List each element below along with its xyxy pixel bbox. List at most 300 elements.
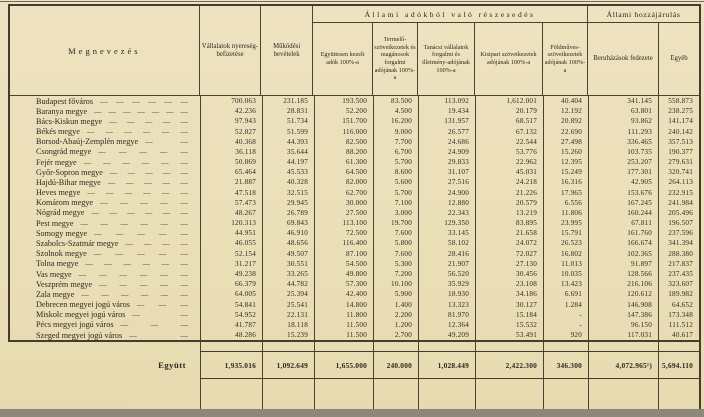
- cell-value: 20.892: [543, 116, 588, 126]
- cell-value: 5.700: [373, 157, 418, 167]
- column-header-label: Beruházások fedezete: [593, 55, 653, 63]
- cell-value: 81.970: [418, 310, 475, 320]
- dash: —: [105, 188, 114, 198]
- dash: —: [120, 218, 128, 228]
- dash: —: [119, 279, 127, 289]
- dash-leaders: [99, 280, 200, 289]
- dash: —: [180, 127, 188, 137]
- table-row: [10, 259, 699, 269]
- dash: —: [120, 198, 128, 208]
- cell-value: 4.500: [373, 106, 418, 116]
- cell-value: 41.787: [200, 320, 262, 330]
- column-rule: [475, 379, 543, 409]
- dash: —: [180, 198, 188, 208]
- cell-value: 29.833: [418, 157, 475, 167]
- dash: —: [148, 96, 156, 106]
- total-value: 1,935.016: [200, 352, 262, 378]
- cell-value: 61.300: [314, 157, 373, 167]
- cell-value: 52.154: [200, 249, 262, 259]
- total-value: 4,072.965¹): [588, 352, 658, 378]
- dash: —: [91, 208, 99, 218]
- dash: —: [162, 167, 171, 177]
- dash: —: [180, 289, 188, 299]
- column-header-megnevezes: [10, 6, 199, 95]
- cell-value: 22.962: [475, 157, 543, 167]
- cell-value: 27.498: [543, 137, 588, 147]
- cell-value: 53.491: [475, 330, 543, 340]
- row-label: [10, 259, 200, 268]
- dash: —: [137, 249, 145, 259]
- cell-value: 40.617: [658, 330, 699, 340]
- column-rule: [543, 342, 588, 351]
- totals-values: [200, 351, 701, 379]
- row-label: [10, 107, 200, 116]
- column-rule: [588, 379, 658, 409]
- statistics-table: [8, 4, 701, 342]
- cell-value: 279.631: [658, 157, 699, 167]
- cell-value: 323.607: [658, 279, 699, 289]
- dash-leaders: [94, 249, 200, 258]
- row-label: [10, 249, 200, 258]
- cell-value: 15.184: [475, 310, 543, 320]
- dash-leaders: [100, 198, 200, 207]
- cell-value: 11.806: [543, 208, 588, 218]
- column-header-kisipari: [474, 23, 542, 95]
- dash: —: [144, 116, 153, 126]
- cell-value: 18.930: [418, 289, 475, 299]
- cell-value: 3.000: [373, 208, 418, 218]
- table-row: [10, 137, 699, 147]
- cell-value: 50.869: [200, 157, 262, 167]
- cell-value: 56.520: [418, 269, 475, 279]
- dash: —: [98, 147, 106, 157]
- dash: —: [122, 157, 130, 167]
- dash: —: [99, 279, 107, 289]
- cell-value: 23.108: [475, 279, 543, 289]
- cell-value: 45.533: [262, 167, 314, 177]
- dash: —: [159, 147, 168, 157]
- cell-value: 93.862: [588, 116, 658, 126]
- cell-value: 117.031: [588, 330, 658, 340]
- dash: —: [109, 116, 117, 126]
- table-row: [10, 249, 699, 259]
- cell-value: 19.434: [418, 106, 475, 116]
- cell-value: 12.192: [543, 106, 588, 116]
- dash: —: [180, 279, 188, 289]
- dash: —: [115, 249, 123, 259]
- row-label: [10, 198, 200, 207]
- dash: —: [180, 147, 188, 157]
- dash: —: [87, 188, 95, 198]
- total-value: 240.000: [373, 352, 418, 378]
- cell-value: 23.995: [543, 218, 588, 228]
- cell-value: 51.734: [262, 116, 314, 126]
- dash: —: [180, 238, 188, 248]
- cell-value: 15.532: [475, 320, 543, 330]
- cell-value: 31.217: [200, 259, 262, 269]
- cell-value: 49.238: [200, 269, 262, 279]
- cell-value: 46.055: [200, 238, 262, 248]
- cell-value: 5.900: [373, 289, 418, 299]
- cell-value: 6.700: [373, 147, 418, 157]
- dash: —: [180, 157, 188, 167]
- cell-value: 40.368: [200, 137, 262, 147]
- cell-value: 161.760: [588, 228, 658, 238]
- cell-value: 44.197: [262, 157, 314, 167]
- cell-value: 6.691: [543, 289, 588, 299]
- cell-value: 49.209: [418, 330, 475, 340]
- cell-value: 15.239: [262, 330, 314, 340]
- row-label: [10, 137, 200, 146]
- row-label: [10, 117, 200, 126]
- region-name: Somogy megye: [36, 228, 88, 238]
- cell-value: 700.063: [200, 96, 262, 106]
- cell-value: 216.106: [588, 279, 658, 289]
- region-name: Békés megye: [36, 127, 80, 137]
- dash: —: [162, 238, 170, 248]
- dash-leaders: [129, 331, 200, 340]
- table-row: [10, 330, 699, 340]
- cell-value: 40.404: [543, 96, 588, 106]
- cell-value: 51.599: [262, 127, 314, 137]
- column-header-foldmuves: [542, 23, 587, 95]
- table-row: [10, 198, 699, 208]
- cell-value: 21.658: [475, 228, 543, 238]
- cell-value: 16.200: [373, 116, 418, 126]
- cell-value: 42.905: [588, 177, 658, 187]
- region-name: Fejér megye: [36, 157, 77, 167]
- scan-bottom-edge: [0, 409, 704, 417]
- table-row: [10, 208, 699, 218]
- region-name: Pécs megyei jogú város: [36, 320, 114, 330]
- dash: —: [100, 218, 109, 228]
- table-row: [10, 106, 699, 116]
- table-row: [10, 96, 699, 106]
- cell-value: 72.027: [475, 249, 543, 259]
- table-row: [10, 116, 699, 126]
- cell-value: 12.364: [418, 320, 475, 330]
- cell-value: 64.500: [314, 167, 373, 177]
- total-value: 1,028.449: [418, 352, 475, 378]
- dash: —: [180, 330, 188, 340]
- region-name: Baranya megye: [36, 106, 88, 116]
- row-label: [10, 147, 200, 156]
- dash: —: [160, 279, 168, 289]
- dash: —: [180, 320, 188, 330]
- column-rule: [418, 379, 475, 409]
- total-value: 5,694.110: [658, 352, 699, 378]
- table-row: [10, 218, 699, 228]
- cell-value: 30.127: [475, 299, 543, 309]
- cell-value: 57.473: [200, 198, 262, 208]
- cell-value: 96.150: [588, 320, 658, 330]
- cell-value: 21.226: [475, 188, 543, 198]
- row-label: [10, 270, 200, 279]
- cell-value: 15.249: [543, 167, 588, 177]
- cell-value: 15.791: [543, 228, 588, 238]
- cell-value: 151.700: [314, 116, 373, 126]
- group-header-contribution: Állami hozzájárulás: [588, 6, 699, 23]
- cell-value: 173.348: [658, 310, 699, 320]
- cell-value: 111.293: [588, 127, 658, 137]
- cell-value: 62.700: [314, 188, 373, 198]
- cell-value: 177.301: [588, 167, 658, 177]
- cell-value: 237.596: [658, 228, 699, 238]
- dash: —: [180, 188, 188, 198]
- cell-value: 7.600: [373, 228, 418, 238]
- dash: —: [94, 106, 102, 116]
- dash: —: [137, 228, 145, 238]
- dash: —: [180, 269, 188, 279]
- dash: —: [180, 310, 188, 320]
- cell-value: 24.686: [418, 137, 475, 147]
- region-name: Debrecen megyei jogú város: [36, 300, 130, 310]
- cell-value: 288.380: [658, 249, 699, 259]
- table-row: [10, 299, 699, 309]
- cell-value: 217.837: [658, 259, 699, 269]
- column-header-mukodesi: [260, 6, 312, 95]
- dash: —: [166, 106, 174, 116]
- dash: —: [180, 228, 188, 238]
- cell-value: 146.908: [588, 299, 658, 309]
- dash: —: [161, 259, 169, 269]
- cell-value: 129.350: [418, 218, 475, 228]
- cell-value: 34.186: [475, 289, 543, 299]
- cell-value: 42.400: [314, 289, 373, 299]
- cell-value: 24.072: [475, 238, 543, 248]
- column-header-tanacsi: [417, 23, 474, 95]
- region-name: Borsod-Abaúj-Zemplén megye: [36, 137, 139, 147]
- cell-value: 25.541: [262, 299, 314, 309]
- column-rule: [543, 379, 588, 409]
- table-row: [10, 238, 699, 248]
- dash: —: [141, 157, 150, 167]
- cell-value: -: [543, 310, 588, 320]
- dash: —: [132, 96, 140, 106]
- cell-value: 1.284: [543, 299, 588, 309]
- cell-value: 120.612: [588, 289, 658, 299]
- dash: —: [78, 269, 87, 279]
- cell-value: 24.900: [418, 188, 475, 198]
- row-label: [10, 331, 200, 340]
- cell-value: 24.218: [475, 177, 543, 187]
- dash: —: [160, 289, 169, 299]
- cell-value: 36.118: [200, 147, 262, 157]
- cell-value: 32.515: [262, 188, 314, 198]
- dash-leaders: [79, 270, 200, 279]
- dash-leaders: [98, 147, 200, 156]
- cell-value: 141.174: [658, 116, 699, 126]
- cell-value: 113.092: [418, 96, 475, 106]
- cell-value: 103.735: [588, 147, 658, 157]
- cell-value: 27.516: [418, 177, 475, 187]
- dash: —: [161, 157, 169, 167]
- region-name: Csongrád megye: [36, 147, 92, 157]
- cell-value: 558.873: [658, 96, 699, 106]
- cell-value: 7.700: [373, 137, 418, 147]
- cell-value: 33.265: [262, 269, 314, 279]
- cell-value: 67.132: [475, 127, 543, 137]
- dash: —: [108, 106, 117, 116]
- cell-value: 13.219: [475, 208, 543, 218]
- table-row: [10, 289, 699, 299]
- region-name: Vas megye: [36, 269, 72, 279]
- column-rule: [200, 379, 262, 409]
- dash: —: [162, 208, 171, 218]
- cell-value: 111.512: [658, 320, 699, 330]
- row-label: [10, 168, 200, 177]
- dash: —: [158, 228, 167, 238]
- row-label: [10, 188, 200, 197]
- cell-value: 2.200: [373, 310, 418, 320]
- column-header-label: Földműves-szövetkezetek adójának 100%-a: [544, 43, 586, 74]
- cell-value: 27.130: [475, 259, 543, 269]
- dash: —: [123, 259, 131, 269]
- cell-value: 29.945: [262, 198, 314, 208]
- dash-leaders: [85, 259, 200, 268]
- table-row: [10, 320, 699, 330]
- cell-value: 116.000: [314, 127, 373, 137]
- cell-value: 12.880: [418, 198, 475, 208]
- cell-value: 67.811: [588, 218, 658, 228]
- table-row: [10, 167, 699, 177]
- cell-value: 63.801: [588, 106, 658, 116]
- column-header-termelo: [372, 23, 417, 95]
- cell-value: 21.887: [200, 177, 262, 187]
- dash: —: [93, 249, 102, 259]
- dash-leaders: [100, 97, 200, 106]
- cell-value: 35.644: [262, 147, 314, 157]
- dash: —: [127, 167, 136, 177]
- cell-value: 320.741: [658, 167, 699, 177]
- column-header-label: Működési bevételek: [273, 42, 301, 58]
- cell-value: 91.897: [588, 259, 658, 269]
- dash-leaders: [94, 229, 200, 238]
- region-name: Veszprém megye: [36, 279, 93, 289]
- column-header-egyeb: [658, 23, 699, 95]
- dash: —: [142, 259, 150, 269]
- region-name: Miskolc megyei jogú város: [36, 310, 126, 320]
- cell-value: 5.600: [373, 177, 418, 187]
- dash: —: [120, 320, 129, 330]
- cell-value: 116.400: [314, 238, 373, 248]
- dash: —: [122, 106, 131, 116]
- cell-value: 205.496: [658, 208, 699, 218]
- dash-leaders: [145, 137, 200, 146]
- cell-value: 20.579: [475, 198, 543, 208]
- cell-value: 58.102: [418, 238, 475, 248]
- cell-value: 64.005: [200, 289, 262, 299]
- dash: —: [180, 106, 188, 116]
- cell-value: 46.910: [262, 228, 314, 238]
- dash: —: [115, 228, 124, 238]
- total-value: 1,092.649: [262, 352, 314, 378]
- cell-value: 22.544: [475, 137, 543, 147]
- cell-value: 20.179: [475, 106, 543, 116]
- column-header-label: Vállalatok nyereség-befizetése: [201, 42, 259, 58]
- cell-value: 54.500: [314, 259, 373, 269]
- dash: —: [140, 289, 149, 299]
- dash: —: [180, 300, 188, 310]
- cell-value: 28.416: [418, 249, 475, 259]
- group-header-taxes: Állami adókból való részesedés: [313, 6, 587, 23]
- cell-value: 113.100: [314, 218, 373, 228]
- row-label: [10, 97, 200, 106]
- dash: —: [150, 320, 159, 330]
- region-name: Nógrád megye: [36, 208, 85, 218]
- cell-value: 53.776: [475, 147, 543, 157]
- row-label: [10, 229, 200, 238]
- dash: —: [140, 218, 148, 228]
- subheader-row: [313, 23, 587, 95]
- dash: —: [124, 127, 132, 137]
- cell-value: 15.260: [543, 147, 588, 157]
- cell-value: 231.185: [262, 96, 314, 106]
- cell-value: 357.513: [658, 137, 699, 147]
- cell-value: 52.827: [200, 127, 262, 137]
- column-group-state-taxes: [312, 6, 587, 95]
- cell-value: 48.286: [200, 330, 262, 340]
- dash: —: [151, 106, 160, 116]
- cell-value: 64.652: [658, 299, 699, 309]
- cell-value: 45.031: [475, 167, 543, 177]
- column-header-label: Termelő-szövetkezetek és magánosok forgalmi adójának 100%-a: [374, 36, 416, 82]
- cell-value: 120.313: [200, 218, 262, 228]
- cell-value: 26.789: [262, 208, 314, 218]
- dash-leaders: [121, 320, 200, 329]
- dash: —: [160, 269, 168, 279]
- dash: —: [180, 167, 188, 177]
- total-value: 2,422.300: [475, 352, 543, 378]
- cell-value: 12.395: [543, 157, 588, 167]
- cell-value: 253.207: [588, 157, 658, 167]
- dash-leaders: [87, 188, 200, 197]
- dash: —: [143, 127, 151, 137]
- table-body: [10, 96, 699, 340]
- cell-value: 7.600: [373, 249, 418, 259]
- dash: —: [180, 96, 188, 106]
- cell-value: 920: [543, 330, 588, 340]
- cell-value: 102.365: [588, 249, 658, 259]
- column-header-beruhazasok: [588, 23, 658, 95]
- cell-value: 8.600: [373, 167, 418, 177]
- cell-value: 82.000: [314, 177, 373, 187]
- dash-leaders: [109, 117, 200, 126]
- dash: —: [160, 198, 168, 208]
- region-name: Hajdú-Bihar megye: [36, 177, 101, 187]
- column-rule: [262, 342, 314, 351]
- cell-value: 26.523: [543, 238, 588, 248]
- column-rule: [373, 379, 418, 409]
- dash-leaders: [132, 310, 200, 319]
- dash-leaders: [84, 158, 200, 167]
- region-name: Heves megye: [36, 188, 81, 198]
- dash-leaders: [81, 290, 200, 299]
- region-name: Komárom megye: [36, 198, 94, 208]
- cell-value: 48.656: [262, 238, 314, 248]
- table-row: [10, 279, 699, 289]
- cell-value: 54.952: [200, 310, 262, 320]
- dash: —: [132, 310, 140, 320]
- column-rule: [475, 342, 543, 351]
- cell-value: 10.035: [543, 269, 588, 279]
- dash: —: [85, 259, 93, 269]
- column-header-label: Megnevezés: [68, 45, 141, 56]
- cell-value: 193.500: [314, 96, 373, 106]
- dash: —: [103, 157, 111, 167]
- table-row: [10, 188, 699, 198]
- cell-value: 57.300: [314, 279, 373, 289]
